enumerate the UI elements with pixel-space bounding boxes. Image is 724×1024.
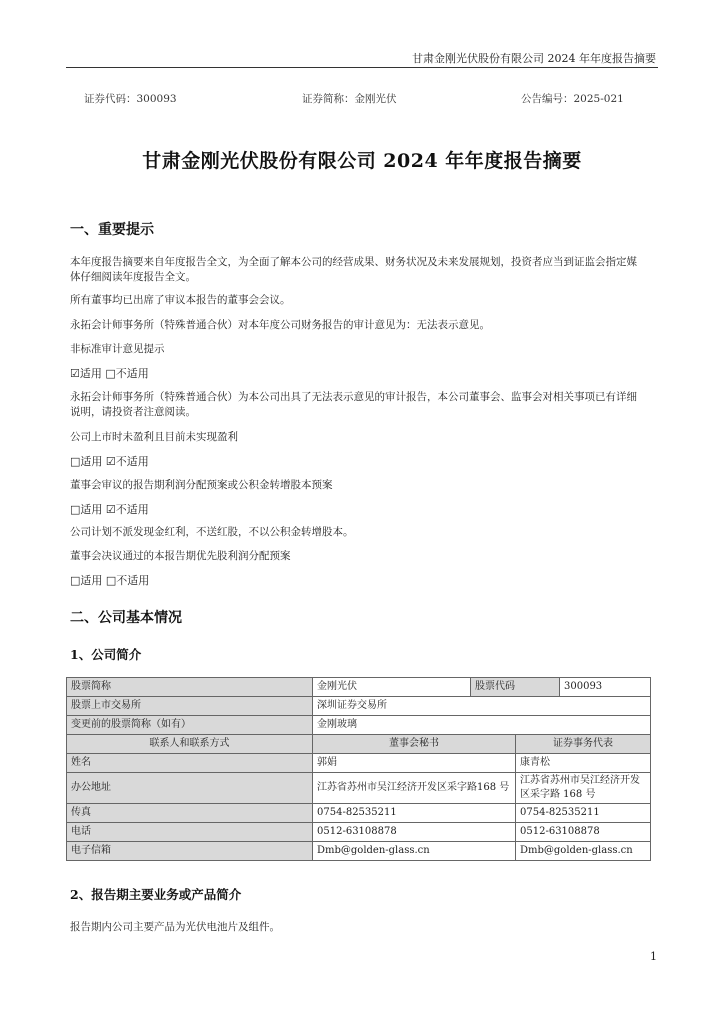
checkbox-unprofitable-applicable: □适用 ☑不适用 [70, 455, 149, 468]
table-cell: 深圳证券交易所 [313, 697, 651, 716]
table-cell: 金刚光伏 [313, 678, 471, 697]
table-cell: 传真 [67, 804, 313, 823]
table-cell: Dmb@golden-glass.cn [516, 842, 651, 861]
table-cell: 股票简称 [67, 678, 313, 697]
table-row [67, 735, 651, 754]
table-cell: 金刚玻璃 [313, 716, 651, 735]
notice-paragraph-nonstandard: 非标准审计意见提示 [70, 343, 165, 355]
table-row [67, 804, 651, 823]
section-company-basics-heading: 二、公司基本情况 [70, 610, 182, 626]
checkbox-preferred-shares-applicable: □适用 □不适用 [70, 574, 150, 587]
notice-paragraph-profit-distribution: 董事会审议的报告期利润分配预案或公积金转增股本预案 [70, 479, 333, 491]
table-cell: 办公地址 [67, 773, 313, 804]
table-row [67, 678, 651, 697]
notice-paragraph-audit-report: 永拓会计师事务所（特殊普通合伙）为本公司出具了无法表示意见的审计报告，本公司董事会、监事会对相关事项已有详细说明，请投资者注意阅读。 [70, 391, 637, 418]
table-cell: 0754-82535211 [516, 804, 651, 823]
notice-paragraph-no-dividend: 公司计划不派发现金红利，不送红股，不以公积金转增股本。 [70, 526, 354, 538]
table-cell: 0512-63108878 [313, 823, 516, 842]
running-header: 甘肃金刚光伏股份有限公司 2024 年年度报告摘要 [412, 52, 656, 65]
business-overview-heading: 2、报告期主要业务或产品简介 [70, 887, 242, 902]
notice-paragraph-directors: 所有董事均已出席了审议本报告的董事会会议。 [70, 294, 291, 306]
stock-abbreviation: 证券简称：金刚光伏 [302, 93, 397, 105]
table-row [67, 773, 651, 804]
document-title: 甘肃金刚光伏股份有限公司 2024 年年度报告摘要 [142, 150, 582, 172]
table-cell: 股票上市交易所 [67, 697, 313, 716]
table-cell: 证券事务代表 [516, 735, 651, 754]
company-profile-table [66, 677, 651, 861]
table-cell: 电话 [67, 823, 313, 842]
table-cell: 康青松 [516, 754, 651, 773]
table-row [67, 716, 651, 735]
table-cell: 江苏省苏州市吴江经济开发区采字路168 号 [313, 773, 516, 804]
table-row [67, 842, 651, 861]
table-cell: 变更前的股票简称（如有） [67, 716, 313, 735]
table-cell: 电子信箱 [67, 842, 313, 861]
table-row [67, 697, 651, 716]
table-cell: Dmb@golden-glass.cn [313, 842, 516, 861]
company-profile-heading: 1、公司简介 [70, 647, 142, 662]
table-cell: 0512-63108878 [516, 823, 651, 842]
stock-code: 证券代码：300093 [84, 93, 177, 105]
table-row [67, 754, 651, 773]
table-cell: 郭娟 [313, 754, 516, 773]
notice-paragraph-audit-opinion: 永拓会计师事务所（特殊普通合伙）对本年度公司财务报告的审计意见为：无法表示意见。 [70, 319, 490, 331]
notice-paragraph-preferred-shares: 董事会决议通过的本报告期优先股利润分配预案 [70, 550, 291, 562]
page-number: 1 [650, 950, 657, 963]
checkbox-profit-distribution-applicable: □适用 ☑不适用 [70, 503, 149, 516]
table-cell: 姓名 [67, 754, 313, 773]
business-overview-paragraph: 报告期内公司主要产品为光伏电池片及组件。 [70, 921, 280, 933]
table-cell: 江苏省苏州市吴江经济开发区采字路 168 号 [516, 773, 651, 804]
table-cell: 0754-82535211 [313, 804, 516, 823]
header-divider [66, 67, 658, 68]
checkbox-nonstandard-applicable: ☑适用 □不适用 [70, 367, 149, 380]
table-cell: 联系人和联系方式 [67, 735, 313, 754]
table-cell: 300093 [560, 678, 651, 697]
section-important-notice-heading: 一、重要提示 [70, 222, 154, 238]
table-cell: 股票代码 [471, 678, 560, 697]
notice-paragraph-full-report: 本年度报告摘要来自年度报告全文，为全面了解本公司的经营成果、财务状况及未来发展规划，投资者应当到证监会指定媒体仔细阅读年度报告全文。 [70, 256, 637, 283]
table-cell: 董事会秘书 [313, 735, 516, 754]
table-row [67, 823, 651, 842]
announcement-number: 公告编号：2025-021 [521, 93, 624, 105]
notice-paragraph-unprofitable: 公司上市时未盈利且目前未实现盈利 [70, 431, 238, 443]
